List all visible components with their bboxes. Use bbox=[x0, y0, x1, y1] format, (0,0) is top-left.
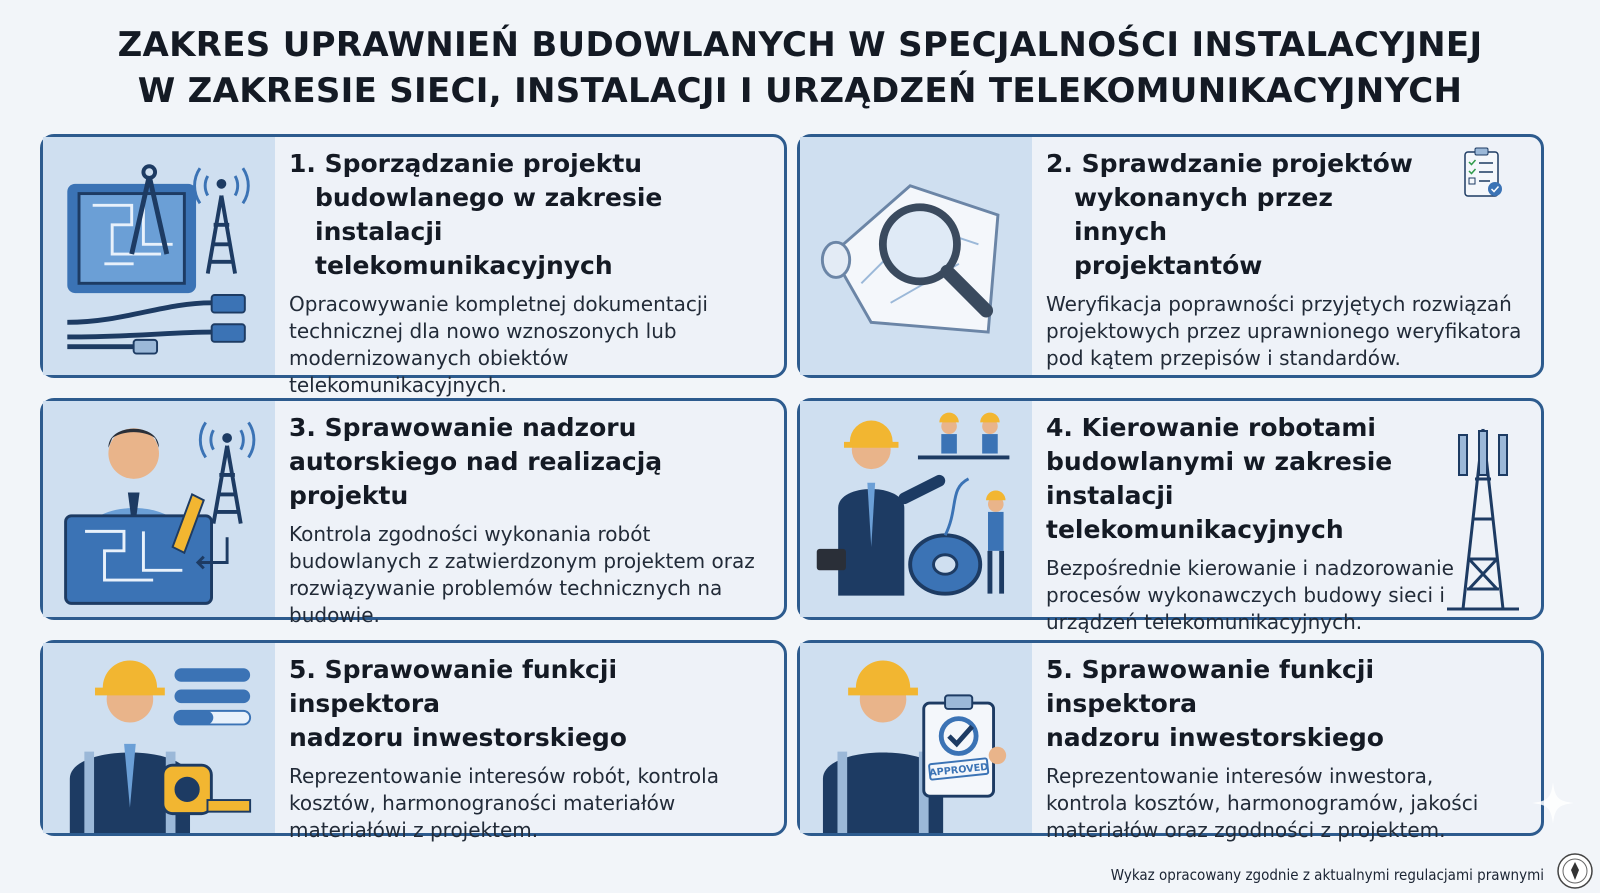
card-description: Opracowywanie kompletnej dokumentacji technicznej dla nowo wznoszonych lub modernizowanych obiektów telekomunikacyjnych. bbox=[289, 292, 708, 397]
card-art bbox=[800, 643, 1032, 833]
card-description: Bezpośrednie kierowanie i nadzorowanie procesów wykonawczych budowy sieci i urządzeń telekomunikacyjnych. bbox=[1046, 556, 1454, 634]
seal-icon bbox=[1556, 852, 1594, 890]
card-heading: 2. Sprawdzanie projektów wykonanych przez innych projektantów bbox=[1046, 149, 1413, 280]
progress-bars-icon bbox=[175, 668, 251, 724]
sparkle-icon bbox=[1530, 780, 1576, 826]
card-art bbox=[43, 401, 275, 617]
card-inspector-1 bbox=[40, 640, 787, 842]
card-author-supervision bbox=[40, 398, 787, 627]
antenna-tower-icon bbox=[195, 168, 249, 273]
card-heading: 5. Sprawowanie funkcji inspektora nadzoru inwestorskiego bbox=[1046, 655, 1384, 752]
checklist-icon bbox=[1433, 145, 1533, 255]
card-verification bbox=[797, 134, 1544, 378]
card-description: Reprezentowanie interesów inwestora, kontrola kosztów, harmonogramów, jakości materiałów oraz zgodności z projektem. bbox=[1046, 764, 1479, 842]
card-design bbox=[40, 134, 787, 397]
card-art bbox=[800, 137, 1032, 375]
card-art bbox=[800, 401, 1032, 617]
card-description: Kontrola zgodności wykonania robót budowlanych z zatwierdzonym projektem oraz rozwiązywanie problemów technicznych na budowie. bbox=[289, 522, 755, 627]
title-line-1: ZAKRES UPRAWNIEŃ BUDOWLANYCH W SPECJALNOŚCI INSTALACYJNEJ bbox=[117, 25, 1483, 65]
cell-tower-icon bbox=[1433, 409, 1533, 619]
footer-note: Wykaz opracowany zgodnie z aktualnymi regulacjami prawnymi bbox=[1110, 866, 1544, 884]
card-art bbox=[43, 643, 275, 833]
antenna-tower-icon bbox=[200, 422, 254, 523]
card-description: Reprezentowanie interesów robót, kontrola kosztów, harmonograności materiałów materiałówi z projektem. bbox=[289, 764, 719, 842]
card-art bbox=[43, 137, 275, 375]
card-heading: 1. Sporządzanie projektu budowlanego w zakresie instalacji telekomunikacyjnych bbox=[289, 149, 663, 280]
card-construction-management bbox=[797, 398, 1544, 634]
card-description: Weryfikacja poprawności przyjętych rozwiązań projektowych przez uprawnionego weryfikatora pod kątem przepisów i standardów. bbox=[1046, 292, 1522, 370]
card-heading: 5. Sprawowanie funkcji inspektora nadzoru inwestorskiego bbox=[289, 655, 627, 752]
tape-measure-icon bbox=[163, 765, 250, 813]
approved-stamp: APPROVED bbox=[928, 761, 989, 779]
card-heading: 4. Kierowanie robotami budowlanymi w zakresie instalacji telekomunikacyjnych bbox=[1046, 413, 1393, 544]
approved-clipboard-icon bbox=[924, 695, 1006, 796]
page-title bbox=[0, 22, 1600, 114]
title-line-2: W ZAKRESIE SIECI, INSTALACJI I URZĄDZEŃ TELEKOMUNIKACYJNYCH bbox=[137, 71, 1463, 111]
network-cable-icon bbox=[67, 295, 245, 354]
card-inspector-2 bbox=[797, 640, 1544, 842]
blueprint-icon bbox=[43, 137, 275, 375]
card-heading: 3. Sprawowanie nadzoru autorskiego nad realizacją projektu bbox=[289, 413, 663, 510]
